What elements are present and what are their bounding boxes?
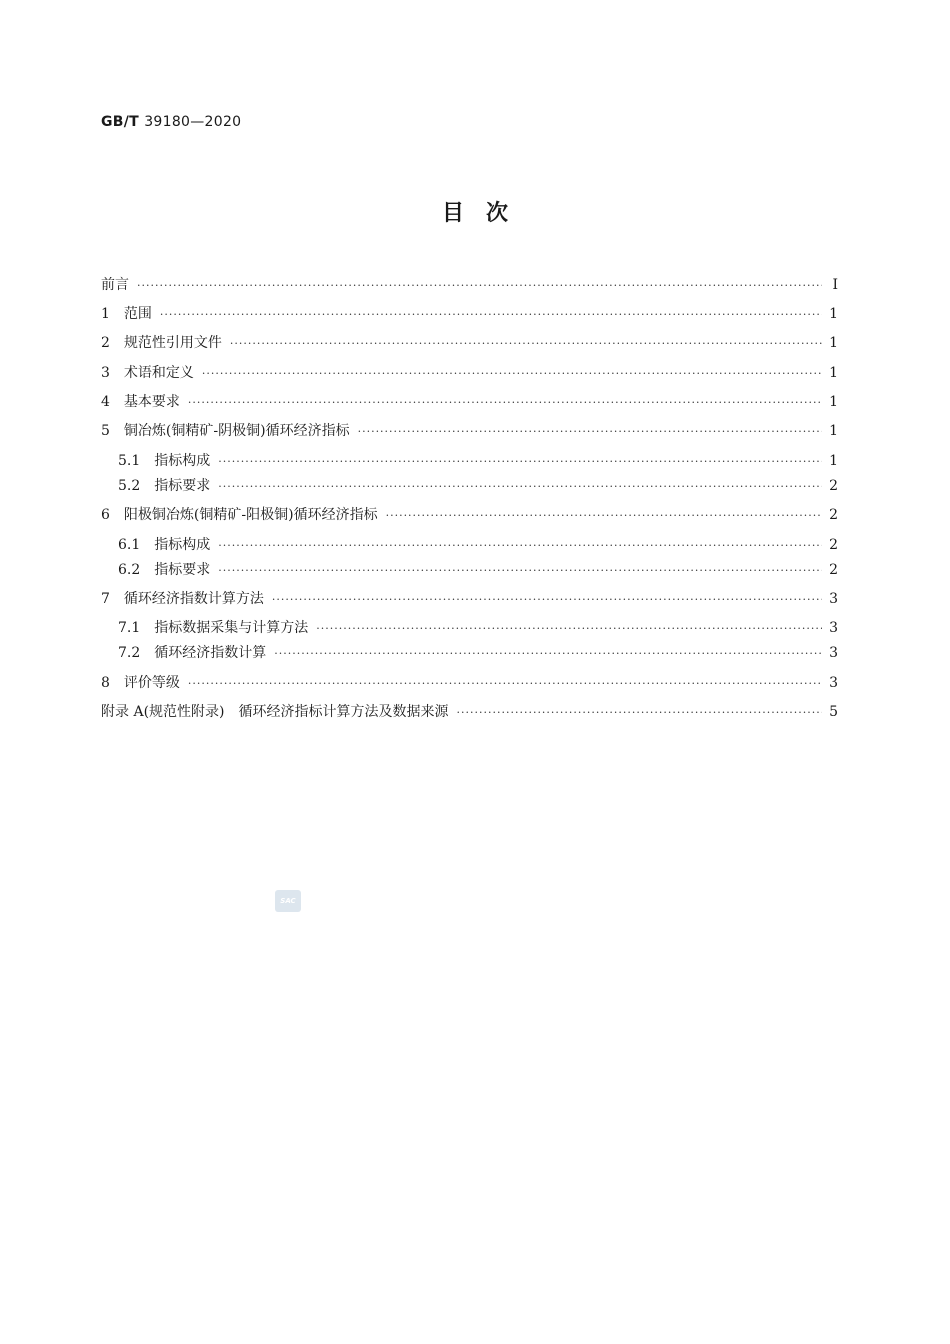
toc-entry-label: 指标构成: [154, 453, 211, 469]
toc-entry-page: 1: [829, 335, 838, 351]
standard-prefix: GB/T: [101, 114, 140, 130]
toc-entry-number: 5: [101, 423, 110, 439]
toc-entry-label: 铜冶炼(铜精矿-阴极铜)循环经济指标: [123, 423, 350, 439]
toc-leader-dots: [188, 674, 822, 694]
toc-entry-label: 基本要求: [123, 394, 180, 410]
toc-title: 目 次: [441, 201, 508, 226]
toc-entry-label: 指标要求: [154, 562, 211, 578]
toc-entry-number: 6.1: [118, 537, 141, 553]
toc-entry-number: 1: [101, 306, 110, 322]
toc-entry-label: 循环经济指数计算: [154, 645, 267, 661]
toc-entry[interactable]: [101, 505, 838, 525]
toc-entry[interactable]: [101, 333, 838, 353]
toc-entry-page: 1: [829, 453, 838, 469]
toc-entry[interactable]: [101, 421, 838, 441]
toc-entry-number: 2: [101, 335, 110, 351]
toc-leader-dots: [230, 334, 822, 354]
toc-leader-dots: [218, 536, 822, 556]
toc-entry-number: 6.2: [118, 562, 141, 578]
toc-entry-page: 2: [829, 562, 838, 578]
toc-entry-page: 3: [829, 620, 838, 636]
toc-entry-page: 2: [829, 537, 838, 553]
toc-entry-page: 3: [829, 645, 838, 661]
toc-entry-label: 指标要求: [154, 478, 211, 494]
toc-entry-number: 附录 A: [101, 704, 144, 720]
toc-entry-number: 7: [101, 591, 110, 607]
toc-entry-label: 循环经济指数计算方法: [123, 591, 264, 607]
toc-entry[interactable]: [101, 589, 838, 609]
toc-entry[interactable]: [118, 618, 838, 638]
toc-leader-dots: [137, 276, 822, 296]
toc-leader-dots: [188, 393, 822, 413]
toc-entry-page: 2: [829, 478, 838, 494]
toc-leader-dots: [218, 452, 822, 472]
toc-entry-label: (规范性附录) 循环经济指标计算方法及数据来源: [143, 704, 449, 720]
toc-entry-label: 前言: [101, 277, 129, 293]
toc-entry[interactable]: [118, 451, 838, 471]
toc-entry-label: 评价等级: [123, 675, 180, 691]
toc-entry-label: 规范性引用文件: [123, 335, 222, 351]
toc-leader-dots: [202, 364, 822, 384]
standard-number: 39180—2020: [144, 114, 242, 130]
toc-entry[interactable]: [118, 535, 838, 555]
toc-entry-page: 3: [829, 591, 838, 607]
toc-leader-dots: [386, 506, 822, 526]
toc-leader-dots: [358, 422, 822, 442]
toc-entry-number: 4: [101, 394, 110, 410]
toc-entry-label: 指标数据采集与计算方法: [154, 620, 309, 636]
toc-leader-dots: [218, 477, 822, 497]
toc-entry-number: 8: [101, 675, 110, 691]
standard-code: [101, 114, 241, 130]
toc-leader-dots: [272, 590, 822, 610]
toc-entry-number: 5.1: [118, 453, 141, 469]
toc-entry-number: 5.2: [118, 478, 141, 494]
toc-entry[interactable]: [101, 304, 838, 324]
toc-entry-page: 3: [829, 675, 838, 691]
toc-entry[interactable]: [101, 702, 838, 722]
toc-entry-page: 1: [829, 394, 838, 410]
sac-watermark-logo: SAC: [275, 890, 301, 912]
toc-entry-page: 1: [829, 423, 838, 439]
toc-entry-label: 范围: [123, 306, 152, 322]
toc-leader-dots: [274, 644, 822, 664]
toc-entry[interactable]: [118, 560, 838, 580]
toc-entry-label: 阳极铜冶炼(铜精矿-阳极铜)循环经济指标: [123, 507, 378, 523]
toc-entry[interactable]: [101, 392, 838, 412]
toc-leader-dots: [316, 619, 822, 639]
toc-leader-dots: [457, 703, 823, 723]
toc-entry-label: 指标构成: [154, 537, 211, 553]
toc-entry[interactable]: [101, 363, 838, 383]
toc-entry[interactable]: [118, 643, 838, 663]
toc-entry-page: 2: [829, 507, 838, 523]
toc-leader-dots: [218, 561, 822, 581]
toc-leader-dots: [160, 305, 822, 325]
toc-entry[interactable]: [101, 673, 838, 693]
toc-entry[interactable]: [118, 476, 838, 496]
toc-entry-page: Ⅰ: [832, 277, 838, 293]
toc-entry-number: 6: [101, 507, 110, 523]
toc-entry-number: 7.2: [118, 645, 141, 661]
toc-entry-page: 5: [829, 704, 838, 720]
toc-entry-page: 1: [829, 306, 838, 322]
toc-entry-number: 7.1: [118, 620, 141, 636]
toc-entry-page: 1: [829, 365, 838, 381]
toc-entry[interactable]: [101, 275, 838, 295]
toc-entry-number: 3: [101, 365, 110, 381]
toc-entry-label: 术语和定义: [123, 365, 194, 381]
